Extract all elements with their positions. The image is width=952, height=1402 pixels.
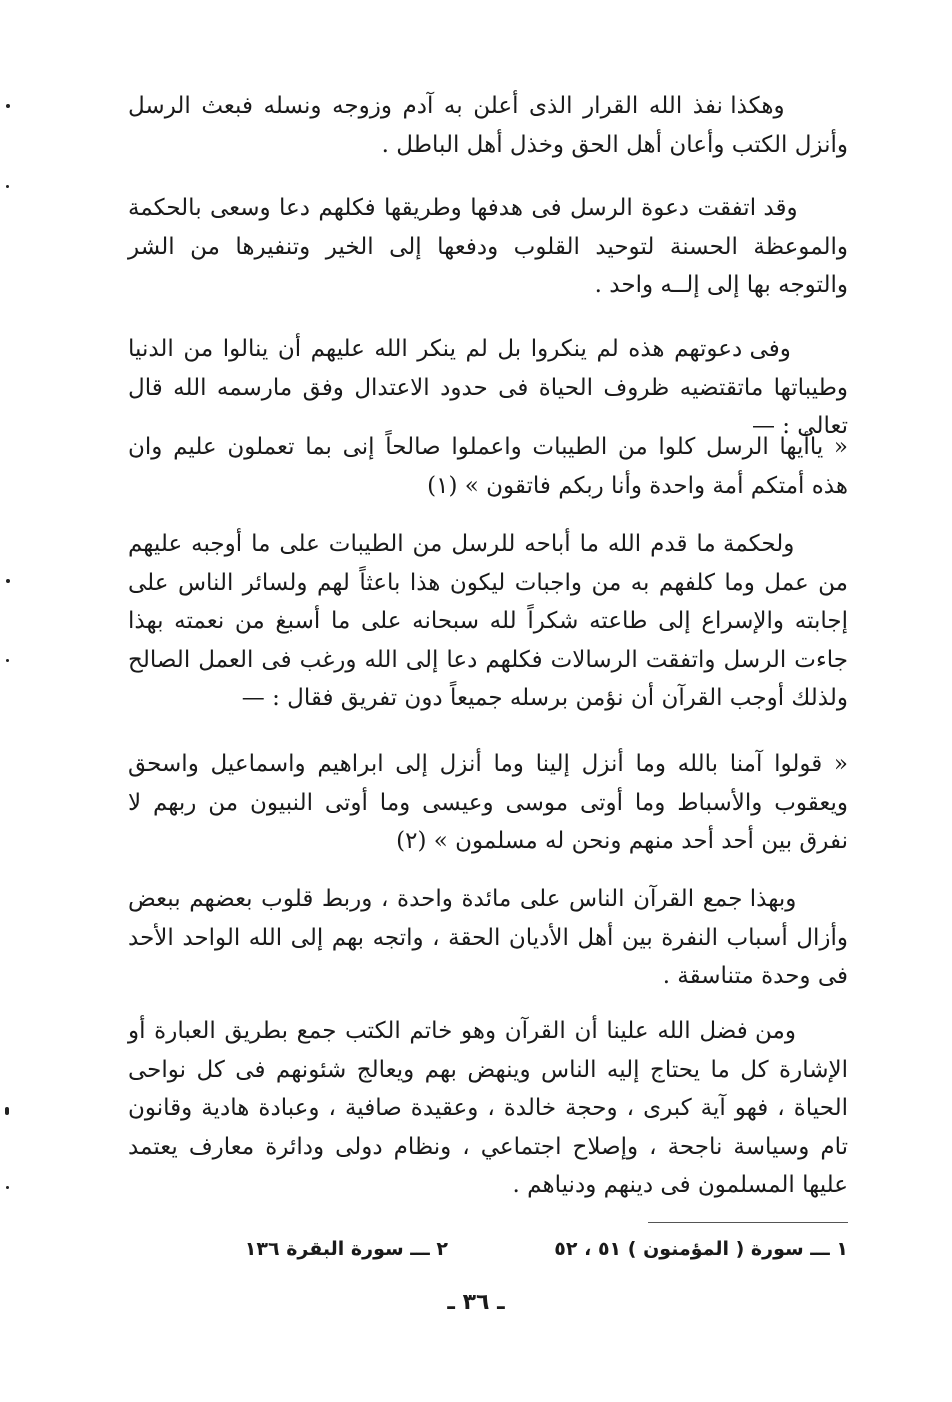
paragraph-5 (128, 880, 848, 996)
paragraph-text: وهكذا نفذ الله القرار الذى أعلن به آدم وزوجه ونسله فبعث الرسل وأنزل الكتب وأعان أهل الحق وخذل أهل الباطل . (128, 93, 848, 158)
paragraph-text: وفى دعوتهم هذه لم ينكروا بل لم ينكر الله عليهم أن ينالوا من الدنيا وطيباتها ماتقتضيه ظروف الحياة فى حدود الاعتدال وفق مارسمه الله قال تعالى : — (128, 336, 848, 439)
quran-quote-2 (128, 745, 848, 861)
quote-text: « ياأيها الرسل كلوا من الطيبات واعملوا صالحاً إنى بما تعملون عليم وان هذه أمتكم أمة واحدة وأنا ربكم فاتقون » (١) (128, 434, 848, 499)
margin-dot (6, 659, 9, 662)
margin-dot (6, 104, 10, 108)
paragraph-text: ومن فضل الله علينا أن القرآن وهو خاتم الكتب جمع بطريق العبارة أو الإشارة كل ما يحتاج إليه الناس وينهض بهم ويعالج شئونهم فى كل نواحى الحياة ، فهو آية كبرى ، وحجة خالدة ، وعقيدة صافية ، وعبادة هادية وقانون تام وسياسة ناجحة ، وإصلاح اجتماعي ، ونظام دولى ودائرة معارف يعتمد عليها المسلمون فى دينهم ودنياهم . (128, 1018, 848, 1198)
paragraph-1 (128, 87, 848, 164)
footnote-1: ١ ـــ سورة ( المؤمنون ) ٥١ ، ٥٢ (554, 1238, 848, 1260)
margin-dot (6, 579, 10, 583)
paragraph-text: ولحكمة ما قدم الله ما أباحه للرسل من الطيبات على ما أوجبه عليهم من عمل وما كلفهم به من واجبات ليكون هذا باعثاً لهم ولسائر الناس على إجابته والإسراع إلى طاعته شكراً لله سبحانه على ما أسبغ من نعمته بهذا جاءت الرسل واتفقت الرسالات فكلهم دعا إلى الله ورغب فى العمل الصالح ولذلك أوجب القرآن أن نؤمن برسله جميعاً دون تفريق فقال : — (128, 531, 848, 711)
page-number: ـ ٣٦ ـ (447, 1290, 505, 1315)
margin-dot (6, 185, 9, 188)
margin-dot (5, 1107, 9, 1115)
footnote-divider (648, 1222, 848, 1223)
footnotes (128, 1238, 848, 1268)
quran-quote-1 (128, 428, 848, 505)
margin-dot (6, 1186, 9, 1189)
paragraph-4 (128, 525, 848, 718)
paragraph-text: وقد اتفقت دعوة الرسل فى هدفها وطريقها فكلهم دعا وسعى بالحكمة والموعظة الحسنة لتوحيد القلوب ودفعها إلى الخير وتنفيرها من الشر والتوجه بها إلى إلــه واحد . (128, 195, 848, 298)
quote-text: « قولوا آمنا بالله وما أنزل إلينا وما أنزل إلى ابراهيم واسماعيل واسحق ويعقوب والأسباط وما أوتى موسى وعيسى وما أوتى النبيون من ربهم لا نفرق بين أحد أحد منهم ونحن له مسلمون » (٢) (128, 751, 848, 854)
paragraph-2 (128, 189, 848, 305)
paragraph-6 (128, 1012, 848, 1205)
paragraph-text: وبهذا جمع القرآن الناس على مائدة واحدة ، وربط قلوب بعضهم ببعض وأزال أسباب النفرة بين أهل الأديان الحقة ، واتجه بهم إلى الله الواحد الأحد فى وحدة متناسقة . (128, 886, 848, 989)
footnote-2: ٢ ـــ سورة البقرة ١٣٦ (244, 1238, 448, 1260)
